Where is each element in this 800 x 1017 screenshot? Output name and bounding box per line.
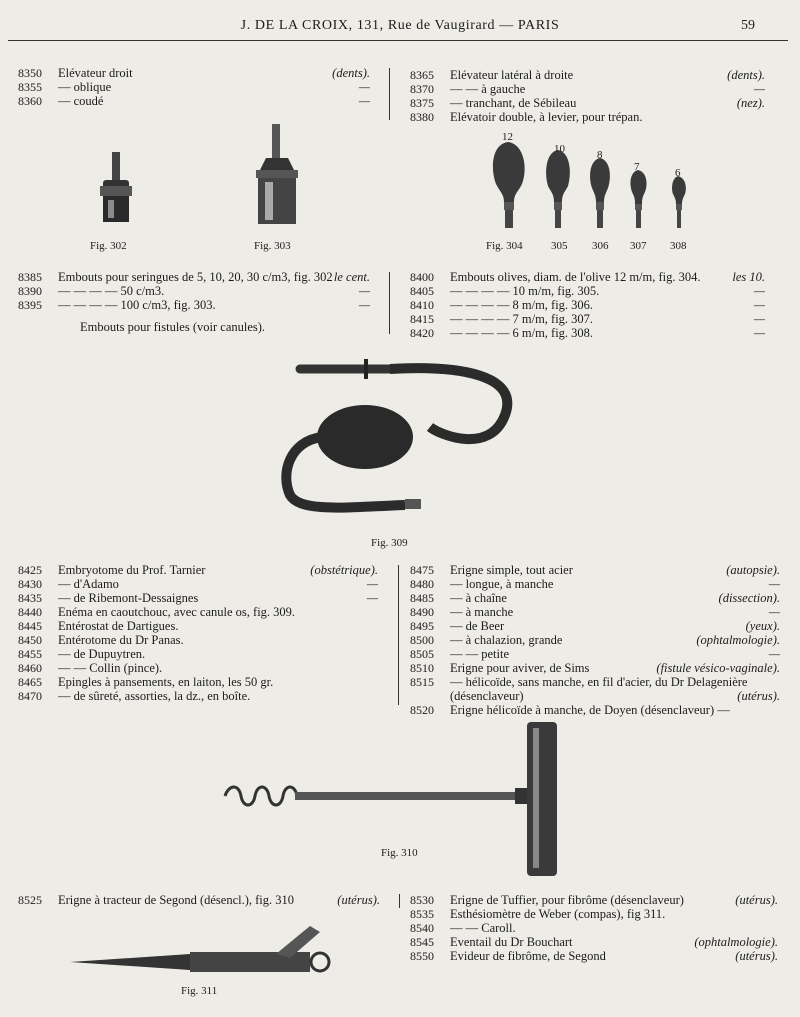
item-number: 8455 bbox=[18, 647, 42, 661]
item-text: Embouts pour seringues de 5, 10, 20, 30 c/m3, fig. 302 bbox=[58, 270, 333, 284]
size-label-7: 7 bbox=[634, 161, 640, 173]
item-category: — bbox=[753, 284, 765, 298]
item-text: Epingles à pansements, en laiton, les 50 gr. bbox=[58, 675, 274, 689]
item-number: 8410 bbox=[410, 298, 434, 312]
list-item bbox=[410, 577, 780, 591]
item-text: — à chaîne bbox=[450, 591, 507, 605]
item-number: 8355 bbox=[18, 80, 42, 94]
list-item bbox=[410, 110, 765, 124]
item-number: 8515 bbox=[410, 675, 434, 689]
list-item bbox=[18, 647, 378, 661]
list-item bbox=[410, 675, 780, 689]
fig309-caption: Fig. 309 bbox=[371, 537, 408, 549]
list-item bbox=[410, 703, 780, 717]
item-number: 8490 bbox=[410, 605, 434, 619]
item-text: Entérostat de Dartigues. bbox=[58, 619, 179, 633]
item-text: Elévateur latéral à droite bbox=[450, 68, 574, 82]
item-text: — coudé bbox=[58, 94, 104, 108]
list-item bbox=[18, 675, 378, 689]
list-item bbox=[18, 591, 378, 605]
item-category: — bbox=[753, 82, 765, 96]
item-category: — bbox=[768, 605, 780, 619]
item-text: — à manche bbox=[450, 605, 514, 619]
fig304-caption: Fig. 304 bbox=[486, 240, 523, 252]
size-label-6: 6 bbox=[675, 167, 681, 179]
column-divider bbox=[399, 894, 400, 908]
item-text: — — — — 50 c/m3. bbox=[58, 284, 165, 298]
item-category: — bbox=[768, 577, 780, 591]
item-number: 8465 bbox=[18, 675, 42, 689]
list-item bbox=[410, 270, 765, 284]
fig303-embout-illustration bbox=[252, 122, 302, 228]
list-item bbox=[18, 270, 370, 284]
item-category: (autopsie). bbox=[726, 563, 780, 577]
item-number: 8460 bbox=[18, 661, 42, 675]
column-divider bbox=[389, 272, 390, 334]
item-text: Erigne pour aviver, de Sims bbox=[450, 661, 590, 675]
item-text: Erigne de Tuffier, pour fibrôme (désenclaveur) bbox=[450, 893, 684, 907]
fistules-note bbox=[80, 320, 380, 334]
list-item bbox=[410, 907, 778, 921]
item-text: — — — — 10 m/m, fig. 305. bbox=[450, 284, 600, 298]
fig302-caption: Fig. 302 bbox=[90, 240, 127, 252]
item-number: 8550 bbox=[410, 949, 434, 963]
item-text: — de Dupuytren. bbox=[58, 647, 146, 661]
item-number: 8480 bbox=[410, 577, 434, 591]
item-category: (nez). bbox=[736, 96, 765, 110]
item-number: 8495 bbox=[410, 619, 434, 633]
item-category: — bbox=[768, 647, 780, 661]
item-number: 8520 bbox=[410, 703, 434, 717]
list-item bbox=[410, 298, 765, 312]
list-item bbox=[410, 921, 778, 935]
item-text: Elévatoir double, à levier, pour trépan. bbox=[450, 110, 643, 124]
list-item bbox=[410, 326, 765, 340]
item-text: — — — — 100 c/m3, fig. 303. bbox=[58, 298, 216, 312]
list-item bbox=[18, 563, 378, 577]
list-item bbox=[410, 68, 765, 82]
item-number: 8400 bbox=[410, 270, 434, 284]
list-item bbox=[410, 661, 780, 675]
item-text: — de Ribemont-Dessaignes bbox=[58, 591, 199, 605]
item-category: — bbox=[358, 94, 370, 108]
item-text: — — — — 7 m/m, fig. 307. bbox=[450, 312, 594, 326]
item-category: les 10. bbox=[732, 270, 765, 284]
fig309-enema-illustration bbox=[280, 355, 515, 530]
list-item bbox=[18, 66, 370, 80]
item-number: 8500 bbox=[410, 633, 434, 647]
list-item bbox=[18, 577, 378, 591]
item-number: 8385 bbox=[18, 270, 42, 284]
item-text: — — à gauche bbox=[450, 82, 526, 96]
item-category: (dissection). bbox=[718, 591, 780, 605]
column-divider bbox=[389, 68, 390, 120]
item-text: Eventail du Dr Bouchart bbox=[450, 935, 573, 949]
item-text: — d'Adamo bbox=[58, 577, 119, 591]
item-number: 8420 bbox=[410, 326, 434, 340]
list-item bbox=[18, 298, 370, 312]
list-item bbox=[410, 619, 780, 633]
item-number: 8435 bbox=[18, 591, 42, 605]
item-category: — bbox=[753, 298, 765, 312]
item-number: 8375 bbox=[410, 96, 434, 110]
list-item bbox=[410, 935, 778, 949]
fig306-caption: 306 bbox=[592, 240, 609, 252]
item-number: 8445 bbox=[18, 619, 42, 633]
item-text: Erigne à tracteur de Segond (désencl.), fig. 310 bbox=[58, 893, 295, 907]
size-label-10: 10 bbox=[554, 143, 565, 155]
list-item bbox=[18, 284, 370, 298]
item-text: Embouts olives, diam. de l'olive 12 m/m, fig. 304. bbox=[450, 270, 701, 284]
item-text: — — Collin (pince). bbox=[58, 661, 163, 675]
erigne-right-list bbox=[410, 563, 780, 717]
page-number: 59 bbox=[741, 18, 755, 33]
item-text: — longue, à manche bbox=[450, 577, 554, 591]
list-item bbox=[410, 312, 765, 326]
esthesiometre-right-list bbox=[410, 893, 778, 963]
item-number: 8505 bbox=[410, 647, 434, 661]
item-text: — — — — 8 m/m, fig. 306. bbox=[450, 298, 594, 312]
size-label-12: 12 bbox=[502, 131, 513, 143]
list-item bbox=[410, 647, 780, 661]
fistules-text: Embouts pour fistules (voir canules). bbox=[80, 320, 266, 334]
size-label-8: 8 bbox=[597, 149, 603, 161]
list-item bbox=[18, 689, 378, 703]
item-number: 8440 bbox=[18, 605, 42, 619]
list-item bbox=[410, 605, 780, 619]
item-category: (utérus). bbox=[735, 949, 778, 963]
item-number: 8530 bbox=[410, 893, 434, 907]
fig311-caption: Fig. 311 bbox=[181, 985, 218, 997]
list-item bbox=[18, 619, 378, 633]
list-item bbox=[410, 96, 765, 110]
list-item bbox=[410, 633, 780, 647]
item-category: le cent. bbox=[333, 270, 370, 284]
item-category: (ophtalmologie). bbox=[696, 633, 780, 647]
item-text: — de sûreté, assorties, la dz., en boîte. bbox=[58, 689, 251, 703]
item-category: — bbox=[366, 577, 378, 591]
list-item bbox=[18, 633, 378, 647]
item-category: — bbox=[358, 80, 370, 94]
fig308-caption: 308 bbox=[670, 240, 687, 252]
fig307-caption: 307 bbox=[630, 240, 647, 252]
item-category: — bbox=[753, 312, 765, 326]
fig302-embout-illustration bbox=[95, 148, 140, 228]
item-category: (dents). bbox=[332, 66, 370, 80]
item-text: — — petite bbox=[450, 647, 510, 661]
item-category: (utérus). bbox=[737, 689, 780, 703]
item-number: 8425 bbox=[18, 563, 42, 577]
column-divider bbox=[398, 565, 399, 705]
item-number: 8360 bbox=[18, 94, 42, 108]
item-category: (dents). bbox=[727, 68, 765, 82]
item-number: 8430 bbox=[18, 577, 42, 591]
item-text: Elévateur droit bbox=[58, 66, 133, 80]
item-text: Erigne hélicoïde à manche, de Doyen (désenclaveur) — bbox=[450, 703, 730, 717]
item-text: — — — — 6 m/m, fig. 308. bbox=[450, 326, 594, 340]
item-number: 8470 bbox=[18, 689, 42, 703]
item-category: (utérus). bbox=[735, 893, 778, 907]
item-category: — bbox=[753, 326, 765, 340]
segond-left-list bbox=[18, 893, 380, 907]
item-number: 8450 bbox=[18, 633, 42, 647]
item-category: (fistule vésico-vaginale). bbox=[656, 661, 780, 675]
list-item bbox=[410, 284, 765, 298]
item-number: 8540 bbox=[410, 921, 434, 935]
header-rule bbox=[8, 40, 788, 41]
item-text: — oblique bbox=[58, 80, 112, 94]
item-number: 8390 bbox=[18, 284, 42, 298]
item-text: — à chalazion, grande bbox=[450, 633, 563, 647]
item-number: 8365 bbox=[410, 68, 434, 82]
item-text: Erigne simple, tout acier bbox=[450, 563, 573, 577]
list-item bbox=[410, 949, 778, 963]
list-item bbox=[410, 689, 780, 703]
item-text: — de Beer bbox=[450, 619, 505, 633]
item-text: — — Caroll. bbox=[450, 921, 516, 935]
list-item bbox=[18, 80, 370, 94]
item-number: 8535 bbox=[410, 907, 434, 921]
item-number: 8475 bbox=[410, 563, 434, 577]
item-text: — tranchant, de Sébileau bbox=[450, 96, 577, 110]
item-category: — bbox=[366, 591, 378, 605]
embouts-right-list bbox=[410, 270, 765, 340]
item-text: Embryotome du Prof. Tarnier bbox=[58, 563, 206, 577]
item-number: 8395 bbox=[18, 298, 42, 312]
item-text: — hélicoïde, sans manche, en fil d'acier, du Dr Delagenière bbox=[450, 675, 748, 689]
embryotome-left-list bbox=[18, 563, 378, 703]
item-text: Enéma en caoutchouc, avec canule os, fig. 309. bbox=[58, 605, 296, 619]
list-item bbox=[18, 94, 370, 108]
item-text: (désenclaveur) bbox=[450, 689, 524, 703]
list-item bbox=[410, 591, 780, 605]
item-number: 8370 bbox=[410, 82, 434, 96]
item-text: Entérotome du Dr Panas. bbox=[58, 633, 184, 647]
item-number: 8380 bbox=[410, 110, 434, 124]
fig303-caption: Fig. 303 bbox=[254, 240, 291, 252]
item-category: (yeux). bbox=[745, 619, 780, 633]
list-item bbox=[18, 605, 378, 619]
item-category: (utérus). bbox=[337, 893, 380, 907]
list-item bbox=[18, 661, 378, 675]
item-text: Evideur de fibrôme, de Segond bbox=[450, 949, 606, 963]
elevateur-right-list bbox=[410, 68, 765, 124]
fig311-esthesiometre-illustration bbox=[70, 922, 340, 982]
item-number: 8405 bbox=[410, 284, 434, 298]
list-item bbox=[18, 893, 380, 907]
item-number: 8525 bbox=[18, 893, 42, 907]
item-category: — bbox=[358, 284, 370, 298]
list-item bbox=[410, 893, 778, 907]
list-item bbox=[410, 563, 780, 577]
item-number: 8350 bbox=[18, 66, 42, 80]
item-number: 8510 bbox=[410, 661, 434, 675]
fig305-caption: 305 bbox=[551, 240, 568, 252]
page-header: J. DE LA CROIX, 131, Rue de Vaugirard — PARIS bbox=[240, 18, 560, 33]
list-item bbox=[410, 82, 765, 96]
item-category: — bbox=[358, 298, 370, 312]
elevateur-left-list bbox=[18, 66, 370, 108]
item-text: Esthésiomètre de Weber (compas), fig 311. bbox=[450, 907, 666, 921]
item-category: (ophtalmologie). bbox=[694, 935, 778, 949]
fig310-caption: Fig. 310 bbox=[381, 847, 418, 859]
item-number: 8545 bbox=[410, 935, 434, 949]
item-category: (obstétrique). bbox=[310, 563, 378, 577]
item-number: 8485 bbox=[410, 591, 434, 605]
embouts-left-list bbox=[18, 270, 370, 312]
item-number: 8415 bbox=[410, 312, 434, 326]
